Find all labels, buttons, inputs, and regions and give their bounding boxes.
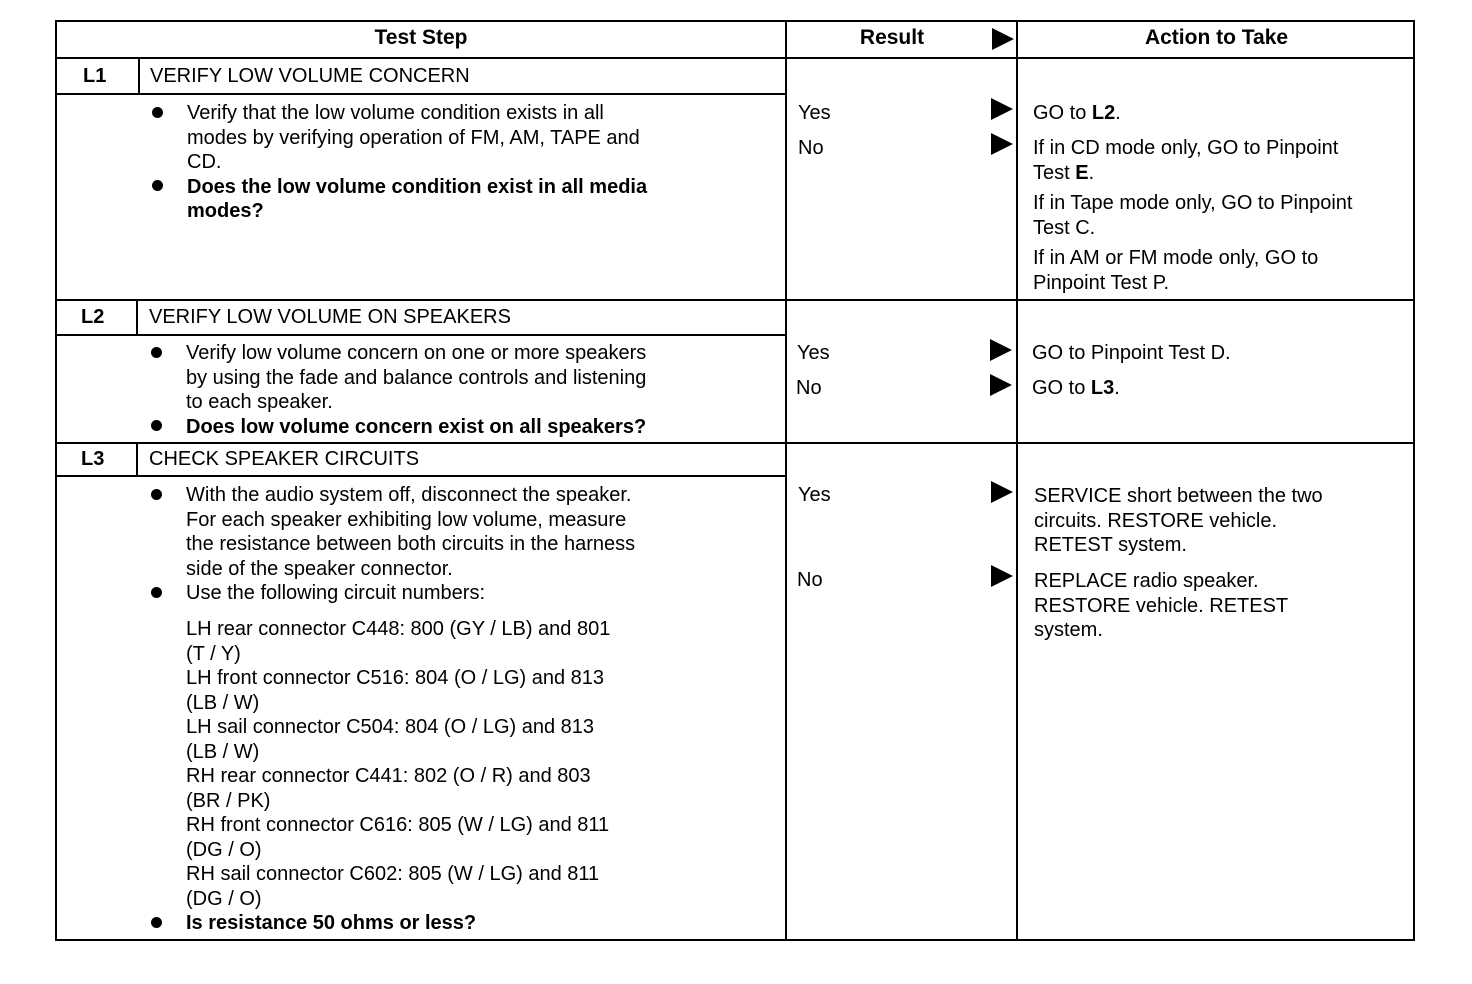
header-divider bbox=[57, 57, 1415, 59]
step-title-l2: VERIFY LOW VOLUME ON SPEAKERS bbox=[149, 306, 511, 328]
instruction-l3-line3: the resistance between both circuits in the harness bbox=[186, 533, 636, 555]
step-title-divider-l1 bbox=[57, 93, 785, 95]
bullet-icon bbox=[152, 180, 163, 191]
instruction-l3-line2: For each speaker exhibiting low volume, measure bbox=[186, 508, 627, 531]
test-step-table bbox=[55, 20, 1415, 941]
action-yes-l1: GO to L2. bbox=[1033, 102, 1121, 124]
step-id-divider-l3 bbox=[136, 443, 138, 477]
instruction-l1-line3: CD. bbox=[187, 151, 222, 173]
question-l3: Is resistance 50 ohms or less? bbox=[186, 912, 477, 934]
action-no-l3-line3: system. bbox=[1034, 619, 1103, 641]
arrow-icon bbox=[991, 565, 1013, 587]
circuit-line: (DG / O) bbox=[186, 838, 262, 861]
action-no-l1-cd-line2: Test E. bbox=[1033, 161, 1095, 184]
action-no-l1-amfm-line2: Pinpoint Test P. bbox=[1033, 271, 1170, 294]
circuit-line: (DG / O) bbox=[186, 887, 262, 910]
step-id-divider-l1 bbox=[138, 58, 140, 94]
result-no-l2: No bbox=[796, 377, 822, 399]
action-no-l1-tape-line2: Test C. bbox=[1033, 216, 1096, 239]
row-divider-l2 bbox=[57, 442, 1415, 444]
circuit-line: RH front connector C616: 805 (W / LG) and 811 bbox=[186, 814, 610, 836]
step-title-divider-l3 bbox=[57, 475, 785, 477]
arrow-icon bbox=[991, 98, 1013, 120]
circuit-line: (LB / W) bbox=[186, 691, 260, 714]
action-no-l2: GO to L3. bbox=[1032, 377, 1120, 399]
bullet-icon bbox=[151, 347, 162, 358]
row-divider-l1 bbox=[57, 299, 1415, 301]
question-l2: Does low volume concern exist on all speakers? bbox=[186, 415, 647, 438]
action-yes-l2: GO to Pinpoint Test D. bbox=[1032, 342, 1231, 364]
result-no-l3: No bbox=[797, 569, 823, 591]
action-no-l1-amfm-line1: If in AM or FM mode only, GO to bbox=[1033, 247, 1319, 269]
circuit-line: RH sail connector C602: 805 (W / LG) and 811 bbox=[186, 863, 600, 885]
action-yes-l3-line2: circuits. RESTORE vehicle. bbox=[1034, 509, 1278, 532]
step-id-l2: L2 bbox=[81, 306, 105, 328]
instruction-l2-line1: Verify low volume concern on one or more speakers bbox=[186, 342, 647, 364]
column-divider-action bbox=[1016, 22, 1018, 939]
arrow-icon bbox=[990, 339, 1012, 361]
bullet-icon bbox=[152, 107, 163, 118]
instruction-l2-line2: by using the fade and balance controls and listening bbox=[186, 366, 647, 389]
header-result: Result bbox=[859, 26, 925, 49]
step-id-l3: L3 bbox=[81, 448, 105, 470]
circuit-line: LH front connector C516: 804 (O / LG) and 813 bbox=[186, 667, 605, 689]
arrow-icon bbox=[991, 133, 1013, 155]
action-no-l1-tape-line1: If in Tape mode only, GO to Pinpoint bbox=[1033, 192, 1353, 214]
arrow-icon bbox=[991, 481, 1013, 503]
bullet-icon bbox=[151, 489, 162, 500]
header-action: Action to Take bbox=[1144, 26, 1289, 49]
instruction-l1-line1: Verify that the low volume condition exists in all bbox=[187, 102, 604, 124]
step-id-divider-l2 bbox=[136, 300, 138, 335]
circuit-line: (T / Y) bbox=[186, 642, 241, 665]
instruction-l3-line1: With the audio system off, disconnect the speaker. bbox=[186, 484, 632, 506]
instruction-l3-line4: side of the speaker connector. bbox=[186, 557, 453, 580]
header-test-step: Test Step bbox=[374, 26, 468, 49]
arrow-icon bbox=[990, 374, 1012, 396]
header-arrow-icon bbox=[992, 28, 1014, 50]
bullet-icon bbox=[151, 587, 162, 598]
result-yes-l1: Yes bbox=[798, 102, 831, 124]
result-yes-l2: Yes bbox=[797, 342, 830, 364]
circuit-line: LH sail connector C504: 804 (O / LG) and 813 bbox=[186, 716, 595, 738]
action-yes-l3-line3: RETEST system. bbox=[1034, 534, 1187, 556]
result-yes-l3: Yes bbox=[798, 484, 831, 506]
question-l1-line1: Does the low volume condition exist in all media bbox=[187, 175, 648, 198]
step-title-divider-l2 bbox=[57, 334, 785, 336]
bullet-icon bbox=[151, 917, 162, 928]
column-divider-result bbox=[785, 22, 787, 939]
bullet-icon bbox=[151, 420, 162, 431]
instruction-l1-line2: modes by verifying operation of FM, AM, TAPE and bbox=[187, 126, 640, 149]
action-no-l1-cd-line1: If in CD mode only, GO to Pinpoint bbox=[1033, 137, 1339, 159]
instruction-l3-circuits-intro: Use the following circuit numbers: bbox=[186, 582, 486, 604]
circuit-line: (LB / W) bbox=[186, 740, 260, 763]
result-no-l1: No bbox=[798, 137, 824, 159]
question-l1-line2: modes? bbox=[187, 200, 264, 222]
step-id-l1: L1 bbox=[83, 65, 107, 87]
action-no-l3-line2: RESTORE vehicle. RETEST bbox=[1034, 594, 1289, 617]
action-no-l3-line1: REPLACE radio speaker. bbox=[1034, 570, 1259, 592]
action-yes-l3-line1: SERVICE short between the two bbox=[1034, 485, 1323, 507]
step-title-l1: VERIFY LOW VOLUME CONCERN bbox=[150, 65, 470, 87]
step-title-l3: CHECK SPEAKER CIRCUITS bbox=[149, 448, 420, 470]
circuit-line: LH rear connector C448: 800 (GY / LB) and 801 bbox=[186, 618, 611, 640]
circuit-line: (BR / PK) bbox=[186, 789, 271, 812]
circuit-line: RH rear connector C441: 802 (O / R) and 803 bbox=[186, 765, 591, 787]
instruction-l2-line3: to each speaker. bbox=[186, 391, 333, 413]
